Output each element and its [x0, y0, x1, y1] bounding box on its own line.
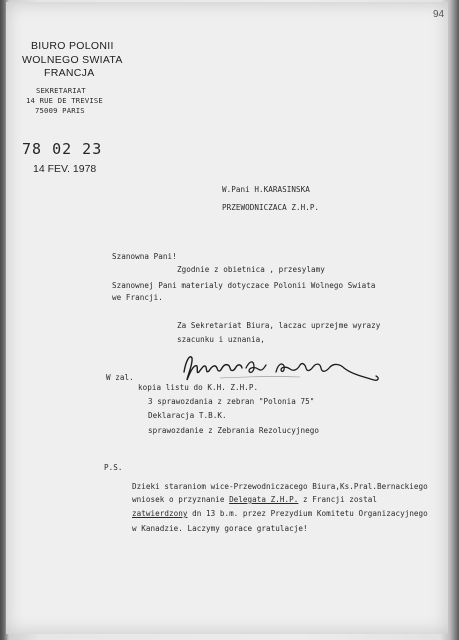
postscript-label: P.S.: [104, 463, 123, 472]
enclosure-item: kopia listu do K.H. Z.H.P.: [138, 383, 259, 392]
postscript-line3: [132, 510, 428, 518]
letterhead-city: 75009 PARIS: [35, 106, 85, 115]
closing-line2: szacunku i uznania,: [177, 335, 265, 344]
closing-line1: Za Sekretariat Biura, laczac uprzejme wyrazy: [177, 321, 381, 330]
postscript-delegate-underlined: Delegata Z.H.P.: [229, 495, 299, 504]
postscript-line4: w Kanadzie. Laczymy gorace gratulacje!: [132, 524, 308, 533]
enclosure-item: Deklaracja T.B.K.: [148, 411, 227, 420]
postscript-line2-start: wniosek o przyznanie: [132, 495, 230, 504]
paragraph1-line1: Zgodnie z obietnica , przesylamy: [177, 265, 325, 274]
postscript-line2: [132, 496, 377, 504]
postscript-approved-underlined: zatwierdzony: [132, 509, 188, 518]
enclosure-item: sprawozdanie z Zebrania Rezolucyjnego: [148, 426, 320, 435]
page-number: 94: [433, 9, 445, 20]
enclosure-item: 3 sprawozdania z zebran "Polonia 75": [148, 397, 315, 406]
letterhead-org-line2: WOLNEGO SWIATA: [22, 54, 123, 66]
stamp-date: 78 02 23: [22, 140, 103, 158]
letterhead-org-line1: BIURO POLONII: [31, 40, 114, 52]
postscript-line2-end: z Francji zostal: [298, 495, 377, 504]
recipient-name: W.Pani H.KARASINSKA: [222, 185, 310, 194]
handwritten-date: 14 FEV. 1978: [33, 163, 97, 175]
salutation: Szanowna Pani!: [112, 252, 177, 261]
letterhead-street: 14 RUE DE TREVISE: [26, 96, 103, 105]
postscript-line1: Dzieki staraniom wice-Przewodniczacego Biura,Ks.Pral.Bernackiego: [132, 482, 428, 491]
recipient-title: PRZEWODNICZACA Z.H.P.: [222, 203, 320, 212]
handwritten-signature: [180, 350, 390, 386]
postscript-line3-end: dn 13 b.m. przez Prezydium Komitetu Organizacyjnego: [187, 509, 428, 518]
enclosures-label: W zal.: [106, 373, 134, 382]
letterhead-org-line3: FRANCJA: [44, 67, 95, 79]
paragraph1-line2: Szanownej Pani materialy dotyczace Polonii Wolnego Swiata: [112, 281, 376, 290]
paragraph1-line3: we Francji.: [112, 293, 163, 302]
letterhead-dept: SEKRETARIAT: [36, 86, 86, 95]
